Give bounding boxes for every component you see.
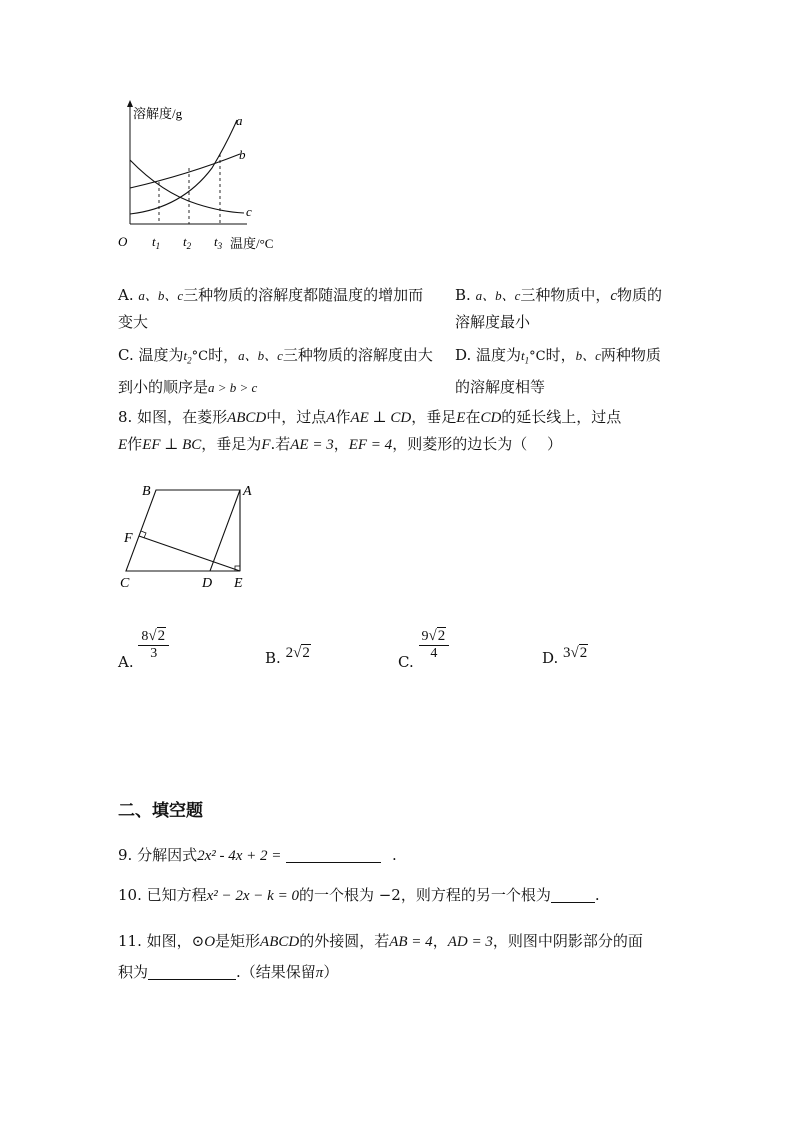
point-d: D: [202, 576, 213, 591]
curve-c: [130, 160, 244, 213]
tick-t1: $t_1$: [152, 234, 161, 251]
option-label: D. 温度为: [455, 346, 522, 364]
stem-text: ，则菱形的边长为（ ）: [392, 435, 562, 453]
temp-unit: °C: [191, 349, 209, 364]
math-vars: a、b、c: [138, 288, 184, 303]
x-axis-label: 温度/°C: [230, 236, 274, 251]
math-var: c: [610, 288, 618, 304]
option-text: 物质的: [617, 286, 663, 304]
q7-option-b: [455, 282, 662, 335]
curve-label-b: b: [239, 147, 246, 162]
radical: 3√2: [563, 645, 588, 661]
option-text: 时，: [545, 346, 576, 364]
math-vars: b、c: [575, 348, 601, 363]
math-segment: CD: [480, 410, 502, 426]
stem-text: .若: [270, 435, 291, 453]
math-order: a > b > c: [208, 379, 258, 395]
answer-blank[interactable]: [148, 963, 236, 980]
q8-option-b: [265, 640, 311, 671]
math-point: E: [456, 410, 466, 426]
option-text: 变大: [118, 313, 149, 331]
tick-t3: $t_3$: [214, 234, 223, 251]
math-given: AD = 3: [447, 934, 493, 950]
option-label: A.: [118, 286, 134, 304]
math-perp: AE ⊥ CD: [350, 410, 412, 426]
point-a: A: [243, 484, 252, 499]
temp-unit: °C: [529, 349, 546, 364]
q8-option-d: [542, 640, 588, 671]
math-rhombus: ABCD: [227, 410, 267, 426]
math-rectangle: ABCD: [260, 934, 300, 950]
question-text: ，: [432, 932, 448, 950]
math-circle: ⊙O: [191, 934, 216, 950]
math-point: F: [261, 437, 271, 453]
math-perp: EF ⊥ BC: [142, 437, 202, 453]
question-text: 的外接圆，若: [299, 932, 390, 950]
stem-text: 在: [465, 408, 481, 426]
stem-text: 中，过点: [266, 408, 327, 426]
option-text: 三种物质的溶解度由大: [282, 346, 433, 364]
fraction: $\frac{8√2}{3}$: [138, 628, 169, 662]
question-text: ）: [323, 963, 339, 981]
fraction: $\frac{9√2}{4}$: [419, 628, 450, 662]
solubility-graph: [112, 98, 292, 258]
point-e: E: [234, 576, 243, 591]
point-f: F: [124, 531, 133, 546]
question-text: .（结果保留: [236, 963, 316, 981]
option-label: C.: [398, 653, 414, 671]
question-text: 11. 如图，: [118, 932, 192, 950]
tick-t2: $t_2$: [183, 234, 192, 251]
math-vars: a、b、c: [238, 348, 283, 363]
stem-text: ，垂足: [411, 408, 457, 426]
option-text: 两种物质: [600, 346, 661, 364]
question-text: .: [594, 886, 600, 904]
curve-b: [130, 154, 240, 188]
section-title: [118, 796, 203, 821]
q8-option-a: [118, 628, 169, 672]
answer-blank[interactable]: [551, 886, 595, 903]
temp-var: $t_1$: [521, 348, 530, 366]
q8-stem: [118, 404, 621, 458]
radical: 2√2: [285, 645, 310, 661]
point-c: C: [120, 576, 130, 591]
segment-ef: [139, 536, 240, 571]
q7-option-a: [118, 282, 423, 335]
curve-label-c: c: [246, 204, 252, 219]
option-text: 到小的顺序是: [118, 377, 209, 396]
math-given: EF = 4: [348, 437, 393, 453]
rhombus-figure: [112, 478, 262, 593]
answer-blank[interactable]: [286, 846, 381, 863]
curve-label-a: a: [236, 113, 243, 128]
stem-text: 作: [335, 408, 351, 426]
math-pi: π: [315, 965, 324, 981]
origin-label: O: [118, 234, 128, 249]
question-text: 10. 已知方程: [118, 886, 207, 904]
q11: [118, 926, 643, 988]
q10: [118, 882, 600, 909]
option-text: 的溶解度相等: [455, 377, 546, 396]
option-text: 三种物质的溶解度都随温度的增加而: [183, 286, 424, 304]
stem-text: 作: [127, 435, 143, 453]
question-text: 积为: [118, 963, 149, 981]
math-expression: 2x² - 4x + 2 =: [197, 848, 282, 864]
stem-text: 8. 如图，在菱形: [118, 408, 228, 426]
q8-option-c: [398, 628, 449, 672]
question-text: 的一个根为 −2，则方程的另一个根为: [298, 886, 551, 904]
temp-var: $t_2$: [183, 348, 192, 366]
math-point: A: [326, 410, 336, 426]
math-expression: x² − 2x − k = 0: [206, 888, 299, 904]
option-text: 三种物质中，: [520, 286, 611, 304]
option-text: 时，: [208, 346, 239, 364]
option-text: 溶解度最小: [455, 313, 531, 331]
option-label: C. 温度为: [118, 346, 184, 364]
option-label: D.: [542, 649, 559, 667]
math-given: AB = 4: [389, 934, 433, 950]
rhombus-abcd: [126, 490, 240, 571]
math-given: AE = 3: [290, 437, 334, 453]
curve-a: [130, 120, 237, 214]
question-text: 是矩形: [215, 932, 261, 950]
math-vars: a、b、c: [475, 288, 521, 303]
point-b: B: [142, 484, 151, 499]
math-point: E: [118, 437, 128, 453]
q7-option-c: [118, 342, 433, 401]
option-label: B.: [265, 649, 281, 667]
y-axis-label: 溶解度/g: [133, 106, 183, 121]
q7-option-d: [455, 342, 661, 400]
stem-text: ，: [333, 435, 349, 453]
question-text: ，则图中阴影部分的面: [492, 932, 643, 950]
option-label: B.: [455, 286, 471, 304]
stem-text: 的延长线上，过点: [501, 408, 622, 426]
section-heading: 二、填空题: [118, 801, 203, 821]
option-label: A.: [118, 653, 134, 671]
stem-text: ，垂足为: [201, 435, 262, 453]
q9: [118, 842, 397, 869]
question-text: 9. 分解因式: [118, 846, 198, 864]
question-text: .: [391, 846, 397, 864]
